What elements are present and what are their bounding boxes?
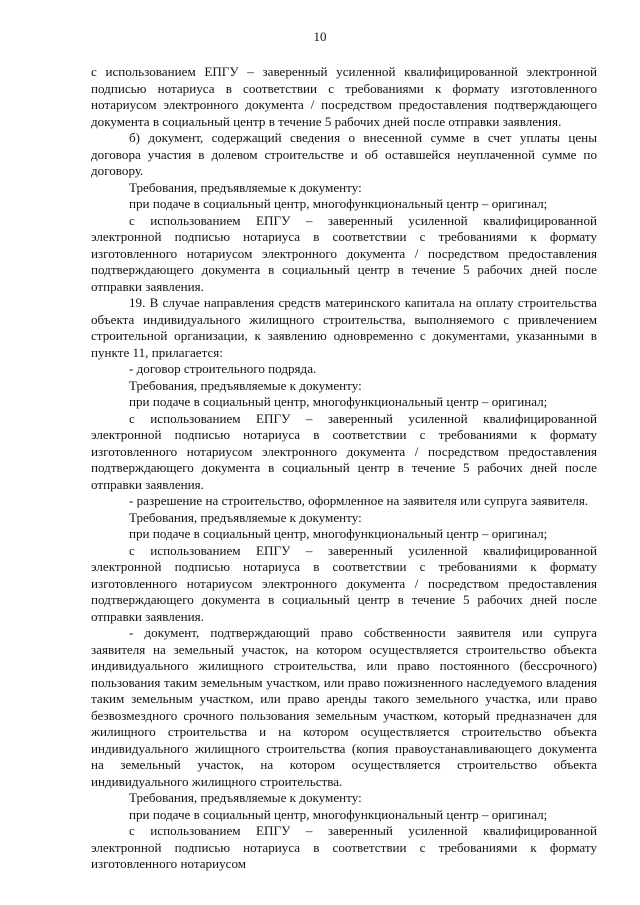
- list-item-land-right: - документ, подтверждающий право собственности заявителя или супруга заявителя на земельный участок, на котором осуществляется строительство объекта индивидуального жилищного строительства, или право постоянного (бессрочного) пользования таким земельным участком, или право пожизненного наследуемого владения таким земельным участком, или право аренды такого земельного участка, или право безвозмездного срочного пользования земельным участком, который предназначен для жилищного строительства и на котором осуществляется строительство объекта индивидуального жилищного строительства (копия правоустанавливающего документа на земельный участок, на котором осуществляется строительство объекта индивидуального жилищного строительства.: [91, 625, 597, 789]
- requirement-epgu: с использованием ЕПГУ – заверенный усиленной квалифицированной электронной подписью нотариуса в соответствии с требованиями к формату изготовленного нотариусом электронного документа / посредством предоставления подтверждающего документа в социальный центр в течение 5 рабочих дней после отправки заявления.: [91, 542, 597, 624]
- list-item-contract: - договор строительного подряда.: [129, 361, 317, 376]
- paragraph-continuation: с использованием ЕПГУ – заверенный усиленной квалифицированной электронной подписью нотариуса в соответствии с требованиями к формату изготовленного нотариусом электронного документа / посредством предоставления подтверждающего документа в социальный центр в течение 5 рабочих дней после отправки заявления.: [91, 64, 597, 129]
- requirement-epgu: с использованием ЕПГУ – заверенный усиленной квалифицированной электронной подписью нотариуса в соответствии с требованиями к формату изготовленного нотариусом: [91, 823, 597, 871]
- paragraph-item-b: б) документ, содержащий сведения о внесенной сумме в счет уплаты цены договора участия в долевом строительстве и об оставшейся неуплаченной сумме по договору.: [91, 130, 597, 178]
- requirements-heading: Требования, предъявляемые к документу:: [129, 377, 362, 393]
- requirement-original: при подаче в социальный центр, многофункциональный центр – оригинал;: [129, 394, 548, 409]
- requirement-original: при подаче в социальный центр, многофункциональный центр – оригинал;: [129, 526, 548, 541]
- page-number: 10: [313, 29, 327, 44]
- paragraph-clause-19: 19. В случае направления средств материнского капитала на оплату строительства объекта индивидуального жилищного строительства, выполняемого с привлечением строительной организации, к заявлению одновременно с документами, указанными в пункте 11, прилагается:: [91, 295, 597, 360]
- requirement-original: при подаче в социальный центр, многофункциональный центр – оригинал;: [129, 806, 548, 822]
- requirements-heading: Требования, предъявляемые к документу:: [129, 179, 362, 195]
- requirement-epgu: с использованием ЕПГУ – заверенный усиленной квалифицированной электронной подписью нотариуса в соответствии с требованиями к формату изготовленного нотариусом электронного документа / посредством предоставления подтверждающего документа в социальный центр в течение 5 рабочих дней после отправки заявления.: [91, 410, 597, 492]
- requirements-heading: Требования, предъявляемые к документу:: [129, 790, 362, 805]
- list-item-permit: - разрешение на строительство, оформленное на заявителя или супруга заявителя.: [129, 493, 589, 508]
- requirement-original: при подаче в социальный центр, многофункциональный центр – оригинал;: [129, 196, 548, 211]
- requirements-heading: Требования, предъявляемые к документу:: [129, 509, 362, 525]
- body-text: [91, 64, 597, 873]
- requirement-epgu: с использованием ЕПГУ – заверенный усиленной квалифицированной электронной подписью нотариуса в соответствии с требованиями к формату изготовленного нотариусом электронного документа / посредством предоставления подтверждающего документа в социальный центр в течение 5 рабочих дней после отправки заявления.: [91, 212, 597, 294]
